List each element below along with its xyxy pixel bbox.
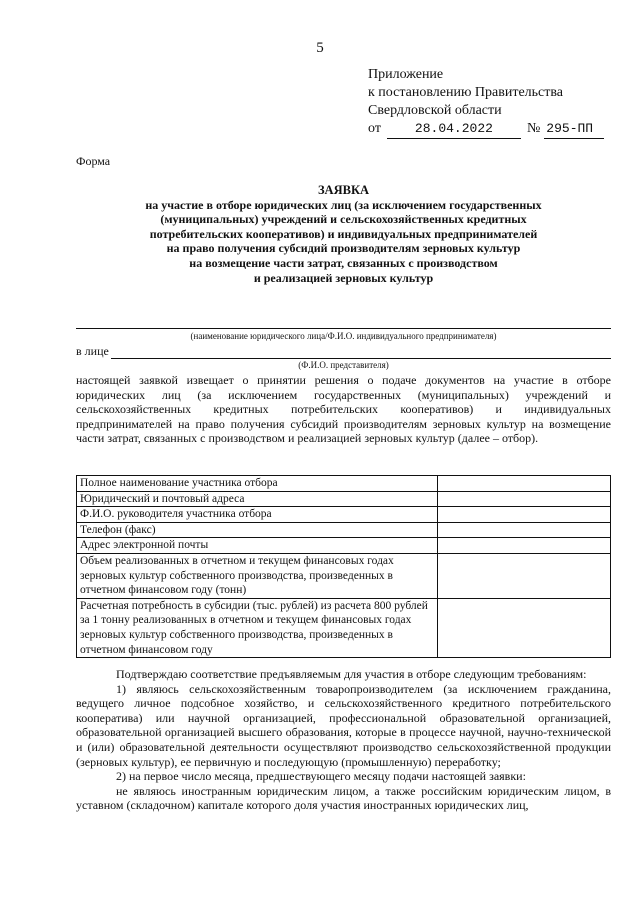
applicant-name-caption: (наименование юридического лица/Ф.И.О. индивидуального предпринимателя) xyxy=(190,331,497,341)
table-row xyxy=(77,491,611,507)
appendix-block xyxy=(368,66,604,139)
title-line: на участие в отборе юридических лиц (за исключением государственных xyxy=(145,197,542,212)
applicant-info-table xyxy=(76,475,611,658)
table-row xyxy=(77,476,611,492)
row-label: Телефон (факс) xyxy=(77,522,438,538)
row-label: Полное наименование участника отбора xyxy=(77,476,438,492)
row-value xyxy=(438,476,611,492)
requirement-2-text: не являюсь иностранным юридическим лицом, а также российским юридическим лицом, в уставном (складочном) капитале которого доля участия иностранных юридических лиц, xyxy=(76,783,611,813)
representative-fill-line xyxy=(111,348,611,359)
row-value xyxy=(438,491,611,507)
row-label: Ф.И.О. руководителя участника отбора xyxy=(77,507,438,523)
decree-date: 28.04.2022 xyxy=(387,120,521,139)
row-label: Расчетная потребность в субсидии (тыс. рублей) из расчета 800 рублей за 1 тонну реализованных в отчетном и текущем финансовых годах зерновых культур собственного производства, произведенных в отчетном финансовом году xyxy=(77,598,438,657)
representative-caption: (Ф.И.О. представителя) xyxy=(298,360,389,370)
row-value xyxy=(438,538,611,554)
intro-paragraph xyxy=(76,373,611,446)
appendix-decree-ref: к постановлению Правительства xyxy=(368,85,564,100)
requirement-2: 2) на первое число месяца, предшествующего месяцу подачи настоящей заявки: xyxy=(116,769,526,784)
title-line: (муниципальных) учреждений и сельскохозяйственных кредитных xyxy=(160,212,527,227)
row-label: Объем реализованных в отчетном и текущем финансовых годах зерновых культур собственного производства, произведенных в отчетном финансовом году (тонн) xyxy=(77,553,438,598)
date-label: от xyxy=(368,121,381,136)
table-row xyxy=(77,598,611,657)
intro-text: настоящей заявкой извещает о принятии решения о подаче документов на участие в отборе юридических лиц (за исключением государственных (муниципальных) учреждений и сельскохозяйственных кредитных потребительских кооперативов) и индивидуальных предпринимателей на право получения субсидий производителям зерновых культур на возмещение части затрат, связанных с производством и реализацией зерновых культур (далее – отбор). xyxy=(76,373,611,446)
confirm-paragraph: Подтверждаю соответствие предъявляемым для участия в отборе следующим требованиям: xyxy=(116,667,587,681)
row-value xyxy=(438,522,611,538)
application-title xyxy=(76,183,611,285)
table-row xyxy=(77,538,611,554)
applicant-name-line xyxy=(76,328,611,329)
row-value xyxy=(438,553,611,598)
title-line: на право получения субсидий производителям зерновых культур xyxy=(166,241,521,256)
table-row xyxy=(77,522,611,538)
appendix-title: Приложение xyxy=(368,67,444,82)
row-label: Адрес электронной почты xyxy=(77,538,438,554)
representative-prefix: в лице xyxy=(76,344,109,358)
requirement-1: 1) являюсь сельскохозяйственным товаропроизводителем (за исключением гражданина, ведущего личное подсобное хозяйство, и сельскохозяйственного кредитного потребительского кооператива) или научной организацией, профессиональной образовательной организацией, образовательной организацией высшего образования, которые в процессе научной, научно-технической и (или) образовательной деятельности осуществляют производство сельскохозяйственной продукции (зерновых культур), ее первичную и последующую (промышленную) переработку; xyxy=(76,681,611,769)
title-line: потребительских кооперативов) и индивидуальных предпринимателей xyxy=(149,226,538,241)
row-value xyxy=(438,598,611,657)
title-line: и реализацией зерновых культур xyxy=(253,270,434,285)
row-value xyxy=(438,507,611,523)
page-number: 5 xyxy=(316,40,324,56)
row-label: Юридический и почтовый адреса xyxy=(77,491,438,507)
appendix-region: Свердловской области xyxy=(368,103,502,118)
table-row xyxy=(77,553,611,598)
table-row xyxy=(77,507,611,523)
representative-row xyxy=(76,344,611,359)
requirements-section xyxy=(76,667,611,813)
title-line: на возмещение части затрат, связанных с производством xyxy=(189,255,498,270)
decree-number: 295-ПП xyxy=(544,120,604,139)
appendix-decree-line xyxy=(368,120,604,139)
form-label: Форма xyxy=(76,154,111,168)
title-heading: ЗАЯВКА xyxy=(317,183,370,197)
number-label: № xyxy=(526,121,541,136)
